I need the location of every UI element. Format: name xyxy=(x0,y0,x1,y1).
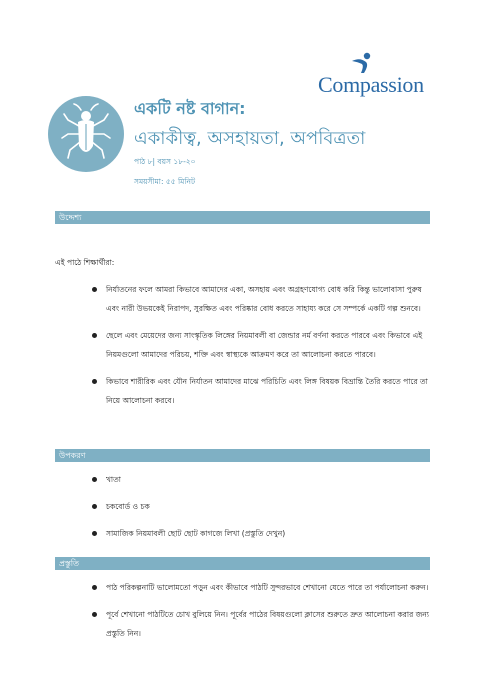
lesson-duration: সময়সীমা: ৫৫ মিনিট xyxy=(134,177,196,186)
list-item xyxy=(92,372,432,410)
logo-text: Compassion xyxy=(318,72,424,97)
lesson-title: একটি নষ্ট বাগান: xyxy=(134,99,246,118)
list-item xyxy=(92,280,432,318)
section-heading-objective: উদ্দেশ্য xyxy=(55,211,430,224)
insect-icon xyxy=(48,96,124,172)
list-item xyxy=(92,326,432,364)
bullet-icon xyxy=(92,504,97,509)
bullet-icon xyxy=(92,585,97,590)
list-item-text: পূর্বে শেখানো পাঠটিতে চোখ বুলিয়ে নিন। পূর্বের পাঠের বিষয়গুলো ক্লাসের শুরুতে দ্রুত আলোচনা করার জন্য প্রস্তুতি নিন। xyxy=(106,610,429,638)
bullet-icon xyxy=(92,287,97,292)
bullet-icon xyxy=(92,379,97,384)
compassion-logo xyxy=(318,52,438,102)
materials-list xyxy=(92,470,432,543)
list-item-text: নির্যাতনের ফলে আমরা কিভাবে আমাদের একা, অসহায় এবং অগ্রহণযোগ্য বোধ করি কিন্তু ভালোবাসা পুরুষ এবং নারী উভয়কেই নিরাপদ, সুরক্ষিত এবং পরিষ্কার বোধ করতে সাহায্য করে সে সম্পর্কে একটি গল্প শুনবে। xyxy=(106,285,422,313)
list-item xyxy=(92,605,432,643)
objective-list xyxy=(92,280,432,410)
lesson-badge xyxy=(48,96,124,172)
lesson-number-age: পাঠ ৮| বয়স ১৮-২০ xyxy=(134,157,196,166)
lesson-subtitle: একাকীত্ব, অসহায়তা, অপবিত্রতা xyxy=(134,128,366,149)
section-heading-materials: উপকরণ xyxy=(55,449,430,462)
person-figure-icon xyxy=(350,52,374,74)
preparation-list xyxy=(92,578,432,643)
list-item xyxy=(92,470,432,489)
list-item xyxy=(92,524,432,543)
list-item xyxy=(92,497,432,516)
list-item-text: চকবোর্ড ও চক xyxy=(106,502,150,511)
list-item-text: কিভাবে শারীরিক এবং যৌন নির্যাতন আমাদের মাঝে পরিচিতি এবং লিঙ্গ বিষয়ক বিভ্রান্তি তৈরি করতে পারে তা নিয়ে আলোচনা করবে। xyxy=(106,377,428,405)
list-item-text: পাঠ পরিকল্পনাটি ভালোমতো পড়ুন এবং কীভাবে পাঠটি সুন্দরভাবে শেখানো যেতে পারে তা পর্যালোচনা করুন। xyxy=(106,583,429,592)
bullet-icon xyxy=(92,477,97,482)
bullet-icon xyxy=(92,333,97,338)
bullet-icon xyxy=(92,612,97,617)
section-heading-preparation: প্রস্তুতি xyxy=(55,557,430,570)
list-item-text: সামাজিক নিয়মাবলী ছোট ছোট কাগজে লিখা (প্রস্তুতি দেখুন) xyxy=(106,529,286,538)
list-item xyxy=(92,578,432,597)
list-item-text: খাতা xyxy=(106,475,121,484)
objective-intro: এই পাঠে শিক্ষার্থীরা: xyxy=(55,258,115,267)
list-item-text: ছেলে এবং মেয়েদের জন্য সাংস্কৃতিক লিঙ্গের নিয়মাবলী বা জেন্ডার নর্ম বর্ণনা করতে পারবে এবং কিভাবে এই নিয়মগুলো আমাদের পরিচয়, শক্তি এবং স্বাস্থ্যকে আক্রমণ করে তা আলোচনা করতে পারবে। xyxy=(106,331,423,359)
bullet-icon xyxy=(92,531,97,536)
